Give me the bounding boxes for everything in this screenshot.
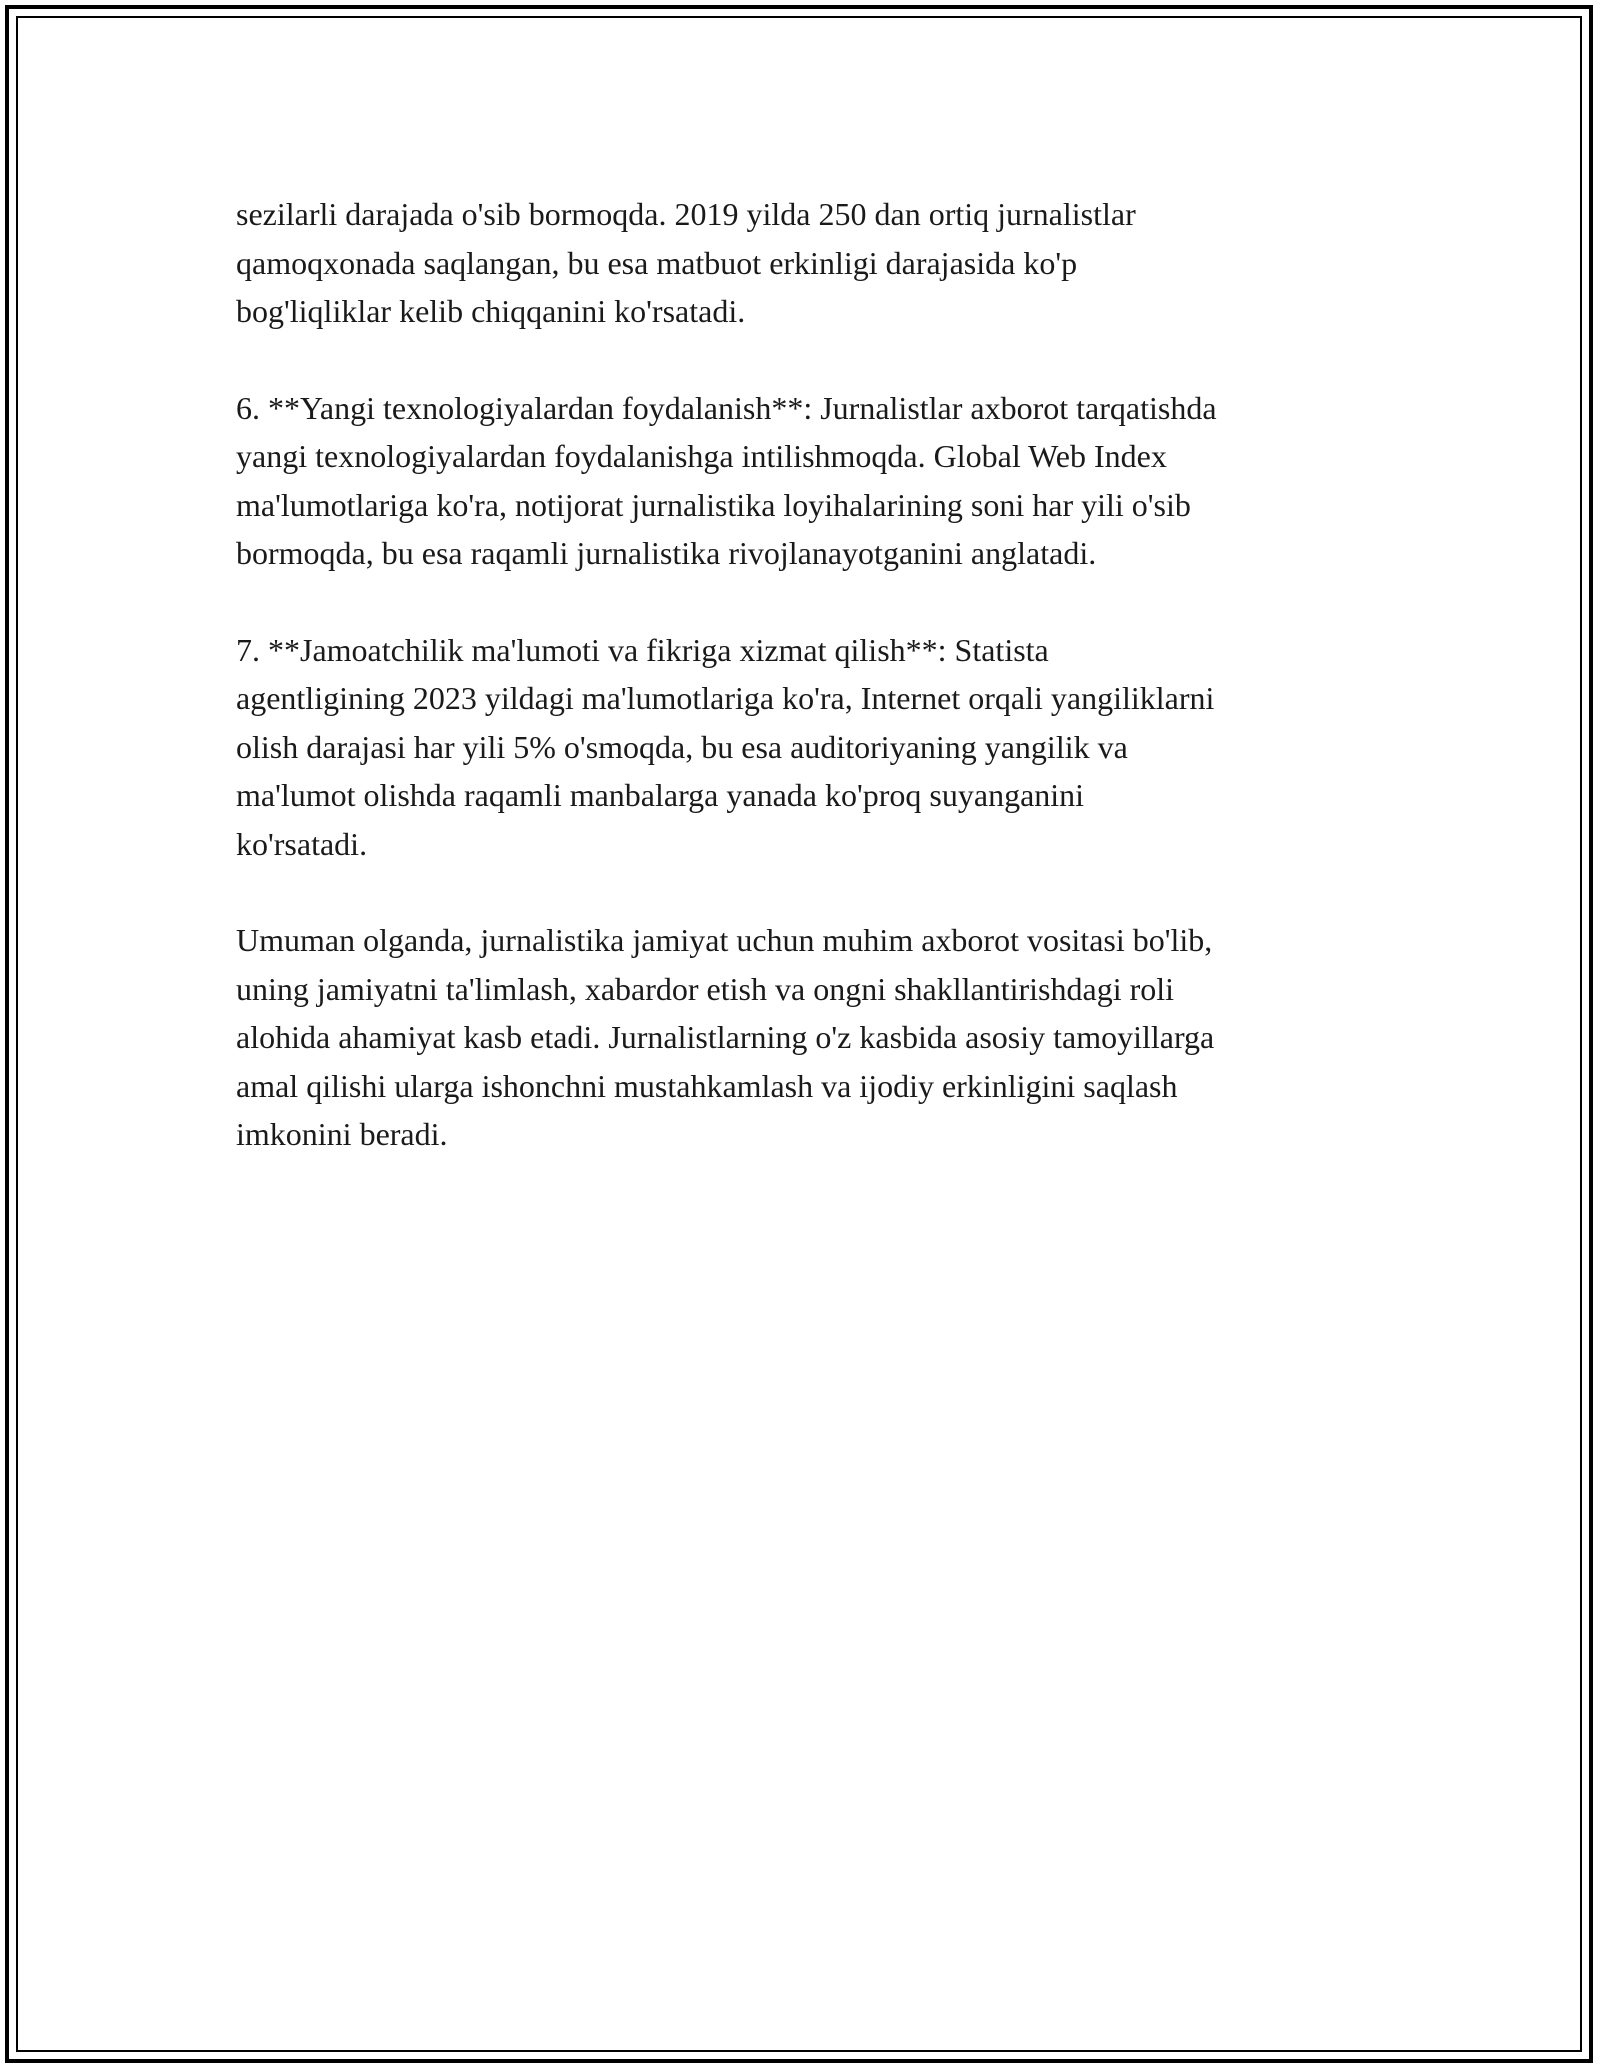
- text-line: bormoqda, bu esa raqamli jurnalistika rivojlanayotganini anglatadi.: [236, 535, 1097, 571]
- text-line: olish darajasi har yili 5% o'smoqda, bu esa auditoriyaning yangilik va: [236, 728, 1128, 765]
- text-line: qamoqxonada saqlangan, bu esa matbuot erkinligi darajasida ko'p: [236, 244, 1078, 281]
- document-body: [236, 190, 1376, 1207]
- text-line: 7. **Jamoatchilik ma'lumoti va fikriga xizmat qilish**: Statista: [236, 631, 1049, 668]
- text-line: bog'liqliklar kelib chiqqanini ko'rsatadi.: [236, 293, 746, 329]
- text-line: alohida ahamiyat kasb etadi. Jurnalistlarning o'z kasbida asosiy tamoyillarga: [236, 1019, 1215, 1055]
- text-line: agentligining 2023 yildagi ma'lumotlariga ko'ra, Internet orqali yangiliklarni: [236, 680, 1215, 716]
- text-line: yangi texnologiyalardan foydalanishga intilishmoqda. Global Web Index: [236, 438, 1167, 474]
- paragraph-press-freedom: [236, 190, 1376, 336]
- text-line: 6. **Yangi texnologiyalardan foydalanish**: Jurnalistlar axborot tarqatishda: [236, 389, 1217, 426]
- text-line: amal qilishi ularga ishonchni mustahkamlash va ijodiy erkinligini saqlash: [236, 1067, 1178, 1104]
- paragraph-conclusion: [236, 916, 1376, 1159]
- text-line: uning jamiyatni ta'limlash, xabardor etish va ongni shakllantirishdagi roli: [236, 970, 1175, 1007]
- text-line: ma'lumotlariga ko'ra, notijorat jurnalistika loyihalarining soni har yili o'sib: [236, 486, 1191, 523]
- text-line: ma'lumot olishda raqamli manbalarga yanada ko'proq suyanganini: [236, 777, 1085, 813]
- text-line: Umuman olganda, jurnalistika jamiyat uchun muhim axborot vositasi bo'lib,: [236, 922, 1213, 958]
- text-line: ko'rsatadi.: [236, 825, 368, 862]
- paragraph-item-6: [236, 384, 1376, 578]
- paragraph-item-7: [236, 626, 1376, 869]
- text-line: sezilarli darajada o'sib bormoqda. 2019 yilda 250 dan ortiq jurnalistlar: [236, 196, 1136, 232]
- text-line: imkonini beradi.: [236, 1116, 448, 1152]
